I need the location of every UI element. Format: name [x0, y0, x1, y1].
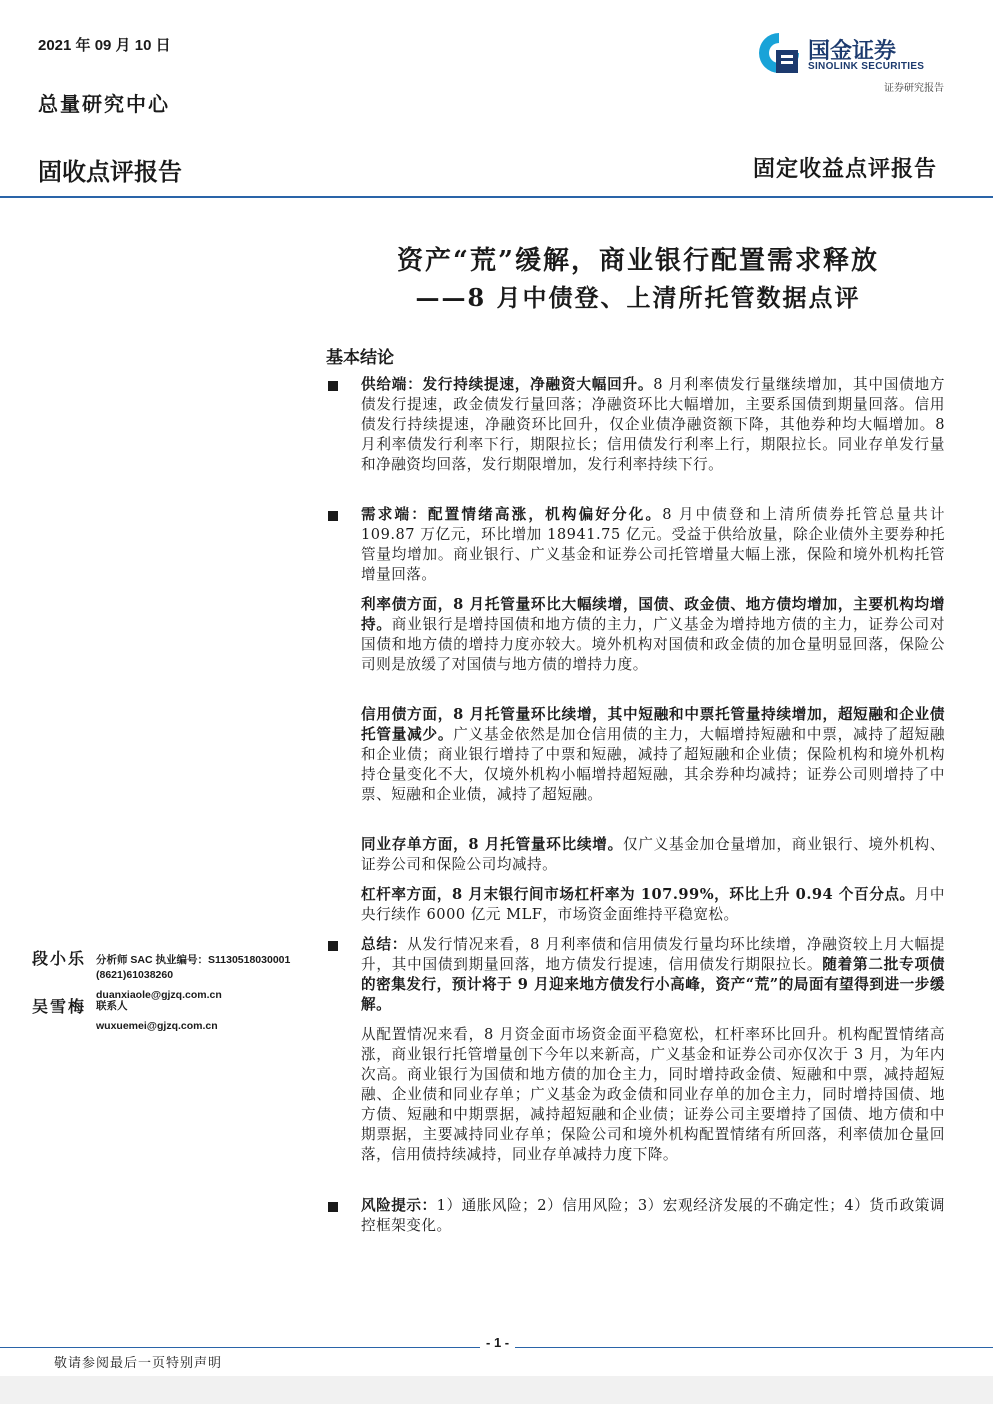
summary-paragraph-2: 从配置情况来看，8 月资金面市场资金面平稳宽松，杠杆率环比回升。机构配置情绪高涨，商业银行托管增量创下今年以来新高，广义基金和证券公司亦仅次于 3 月，为年内次高。商业银行为国债和地方债的加仓主力，同时增持政金债、短融和中票，减持超短融、企业债和同业存单；广义基金为政金债和同业存单的加仓主力，同时增持国债、地方债、短融和中期票据，减持超短融和企业债；证券公司主要增持了国债、地方债和中期票据，主要减持同业存单；保险公司和境外机构配置情绪有所回落，利率债加仓量回落，信用债持续减持，同业存单减持力度下降。 — [361, 1026, 945, 1163]
author-email[interactable]: duanxiaole@gjzq.com.cn — [96, 989, 222, 1001]
author-name: 段小乐 — [32, 949, 87, 968]
department-name: 总量研究中心 — [38, 92, 170, 116]
summary-text: 从发行情况来看，8 月利率债和信用债发行量均环比续增，净融资较上月大幅提升，其中国债到期量回落，地方债发行提速，信用债发行期限拉长。 — [361, 936, 945, 973]
credit-text: 广义基金依然是加仓信用债的主力，大幅增持短融和中票，减持了超短融和企业债；商业银行增持了中票和短融，减持了超短融和企业债；保险机构和境外机构持仓量变化不大，仅境外机构小幅增持超短融，其余券种均减持；证券公司则增持了中票、短融和企业债，减持了超短融。 — [361, 726, 945, 803]
demand-paragraph — [361, 505, 945, 585]
header-divider — [0, 196, 993, 198]
bullet-marker — [328, 511, 338, 521]
section-title: 基本结论 — [326, 348, 394, 368]
bullet-marker — [328, 381, 338, 391]
supply-paragraph — [361, 375, 945, 475]
credit-lead: 信用债方面，8 月托管量环比续增，其中短融和中票托管量持续增加，超短融和企业债托管量减少。 — [361, 706, 945, 743]
risk-lead: 风险提示： — [361, 1197, 437, 1214]
author-info-2 — [96, 999, 316, 1034]
author-block-2 — [32, 994, 86, 1017]
summary-bold-tail: 随着第二批专项债的密集发行，预计将于 9 月迎来地方债发行小高峰，资产“荒”的局面有望得到进一步缓解。 — [361, 956, 945, 1013]
footer-disclaimer: 敬请参阅最后一页特别声明 — [54, 1356, 223, 1371]
leverage-text: 月中央行续作 6000 亿元 MLF，市场资金面维持平稳宽松。 — [361, 886, 945, 923]
author-phone: (8621)61038260 — [96, 969, 174, 981]
supply-lead: 供给端：发行持续提速，净融资大幅回升。 — [361, 376, 654, 393]
leverage-lead: 杠杆率方面，8 月末银行间市场杠杆率为 107.99%，环比上升 0.94 个百分点。 — [361, 886, 915, 903]
risk-paragraph — [361, 1196, 945, 1236]
author-role: 联系人 — [96, 1000, 128, 1012]
page-number: - 1 - — [480, 1335, 515, 1350]
logo-name-cn: 国金证券 — [808, 39, 897, 64]
rates-lead: 利率债方面，8 月托管量环比大幅续增，国债、政金债、地方债均增加，主要机构均增持。 — [361, 596, 945, 633]
author-role: 分析师 SAC 执业编号：S1130518030001 — [96, 954, 291, 966]
bullet-marker — [328, 1202, 338, 1212]
summary-lead: 总结： — [361, 936, 408, 953]
report-type-right: 固定收益点评报告 — [752, 156, 937, 182]
author-name: 吴雪梅 — [32, 997, 87, 1016]
credit-paragraph — [361, 705, 945, 805]
supply-text: 8 月利率债发行量继续增加，其中国债地方债发行提速，政金债发行量回落；净融资环比大幅增加，主要系国债到期量回落。信用债发行持续提速，净融资环比回升，仅企业债净融资额下降，其他券种均大幅增加。8 月利率债发行利率下行，期限拉长；信用债发行利率上行，期限拉长。同业存单发行量和净融资均回落，发行期限增加，发行利率持续下行。 — [361, 376, 945, 473]
logo-name-en: SINOLINK SECURITIES — [808, 61, 925, 72]
report-subtitle: ——8 月中债登、上清所托管数据点评 — [415, 283, 861, 312]
company-logo — [756, 30, 946, 100]
author-block-1 — [32, 946, 86, 969]
sinolink-logo-icon — [756, 30, 802, 76]
bullet-marker — [328, 941, 338, 951]
rates-paragraph — [361, 595, 945, 675]
ncd-text: 仅广义基金加仓量增加，商业银行、境外机构、证券公司和保险公司均减持。 — [361, 836, 945, 873]
leverage-paragraph — [361, 885, 945, 925]
rates-text: 商业银行是增持国债和地方债的主力，广义基金为增持地方债的主力，证券公司对国债和地方债的增持力度亦较大。境外机构对国债和政金债的加仓量明显回落，保险公司则是放缓了对国债与地方债的增持力度。 — [361, 616, 945, 673]
summary-paragraph — [361, 935, 945, 1015]
risk-text: 1）通胀风险；2）信用风险；3）宏观经济发展的不确定性；4）货币政策调控框架变化。 — [361, 1197, 945, 1234]
demand-lead: 需求端：配置情绪高涨，机构偏好分化。 — [361, 506, 663, 523]
ncd-paragraph — [361, 835, 945, 875]
logo-subtitle: 证券研究报告 — [884, 83, 944, 94]
footer-band — [0, 1376, 993, 1404]
author-email[interactable]: wuxuemei@gjzq.com.cn — [96, 1020, 218, 1032]
ncd-lead: 同业存单方面，8 月托管量环比续增。 — [361, 836, 623, 853]
report-type: 固收点评报告 — [38, 159, 182, 186]
demand-text: 8 月中债登和上清所债券托管总量共计 109.87 万亿元，环比增加 18941.75 亿元。受益于供给放量，除企业债外主要券种托管量均增加。商业银行、广义基金和证券公司托管增量大幅上涨，保险和境外机构托管增量回落。 — [361, 506, 945, 583]
author-info-1 — [96, 953, 316, 1003]
report-title: 资产“荒”缓解，商业银行配置需求释放 — [397, 246, 879, 276]
report-date: 2021 年 09 月 10 日 — [38, 37, 171, 54]
